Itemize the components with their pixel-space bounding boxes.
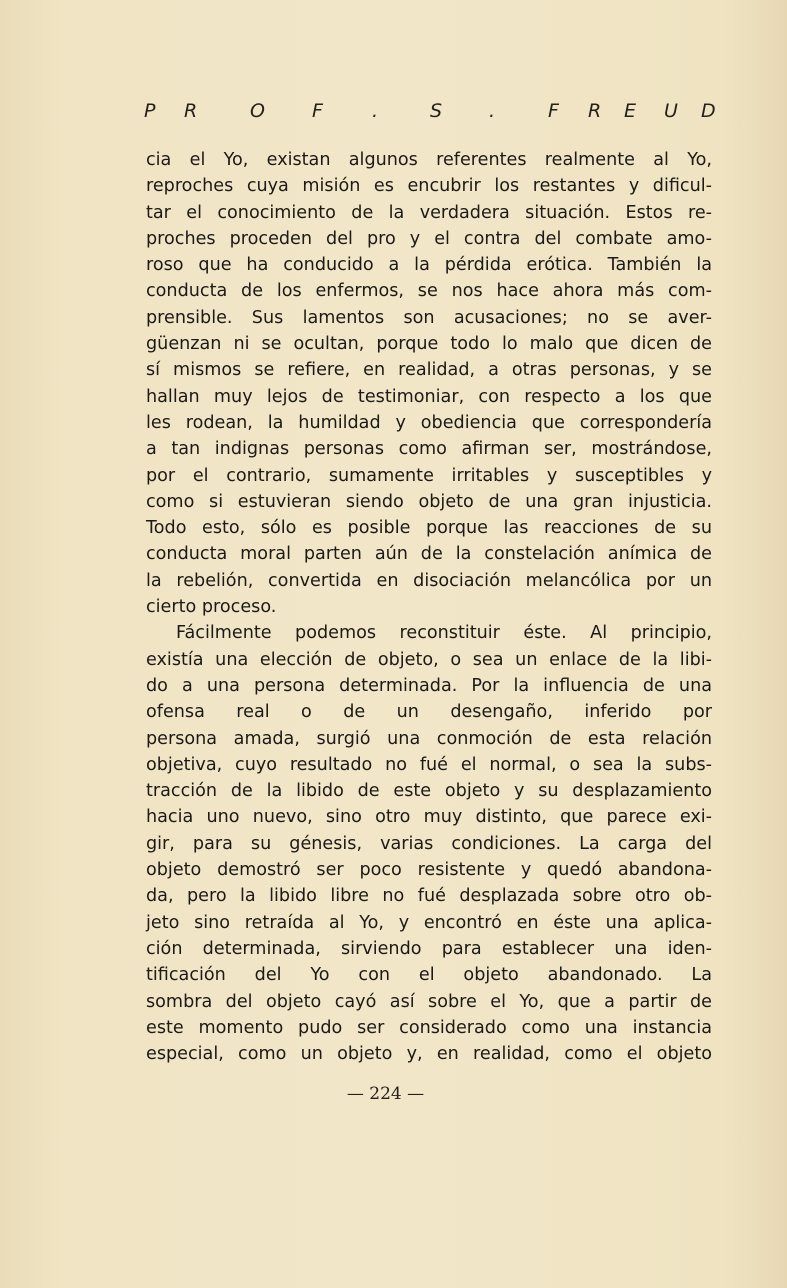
text-line: ción determinada, sirviendo para establecer una iden- <box>146 938 712 959</box>
running-head-letter: O <box>250 100 267 122</box>
running-head-letter: . <box>489 100 498 122</box>
running-head-letter: S <box>430 100 445 122</box>
text-line: da, pero la libido libre no fué desplazada sobre otro ob- <box>146 886 712 907</box>
text-line: Todo esto, sólo es posible porque las reacciones de su <box>146 518 712 539</box>
text-line: cia el Yo, existan algunos referentes realmente al Yo, <box>146 150 712 170</box>
text-line: do a una persona determinada. Por la influencia de una <box>146 675 712 696</box>
text-line: la rebelión, convertida en disociación melancólica por un <box>146 570 712 591</box>
text-line: hallan muy lejos de testimoniar, con respecto a los que <box>146 386 712 407</box>
text-line: tificación del Yo con el objeto abandonado. La <box>146 965 712 986</box>
text-line: por el contrario, sumamente irritables y susceptibles y <box>146 465 712 486</box>
body-text <box>146 147 712 1067</box>
text-line: este momento pudo ser considerado como una instancia <box>146 1017 712 1038</box>
text-line: hacia uno nuevo, sino otro muy distinto, que parece exi- <box>146 807 712 828</box>
text-line: reproches cuya misión es encubrir los restantes y dificul- <box>146 176 712 197</box>
text-line: persona amada, surgió una conmoción de esta relación <box>146 728 712 749</box>
running-head-letter: R <box>588 100 604 122</box>
text-line: tar el conocimiento de la verdadera situación. Estos re- <box>146 202 712 223</box>
text-line: roso que ha conducido a la pérdida erótica. También la <box>146 255 712 276</box>
page-number: — 224 — <box>346 1084 425 1104</box>
running-head-letter: . <box>372 100 381 122</box>
text-line: objetiva, cuyo resultado no fué el normal, o sea la subs- <box>146 754 712 775</box>
running-head-letter: P <box>144 100 158 122</box>
text-line: a tan indignas personas como afirman ser, mostrándose, <box>146 439 712 460</box>
text-line: proches proceden del pro y el contra del combate amo- <box>146 228 712 249</box>
text-line: especial, como un objeto y, en realidad, como el objeto <box>146 1044 712 1065</box>
text-line: güenzan ni se ocultan, porque todo lo malo que dicen de <box>146 334 712 355</box>
text-line: cierto proceso. <box>146 597 277 618</box>
text-line: tracción de la libido de este objeto y su desplazamiento <box>146 781 712 802</box>
text-line: les rodean, la humildad y obediencia que correspondería <box>146 412 712 433</box>
text-line: jeto sino retraída al Yo, y encontró en éste una aplica- <box>146 912 712 933</box>
running-head-letter: E <box>624 100 639 122</box>
running-head-letter: R <box>184 100 200 122</box>
running-head-letter: F <box>312 100 325 122</box>
text-line: Fácilmente podemos reconstituir éste. Al principio, <box>176 623 712 644</box>
text-line: conducta de los enfermos, se nos hace ahora más com- <box>146 281 712 302</box>
text-line: prensible. Sus lamentos son acusaciones; no se aver- <box>146 307 712 328</box>
text-line: objeto demostró ser poco resistente y quedó abandona- <box>146 860 712 881</box>
running-head-letter: U <box>664 100 680 122</box>
text-line: como si estuvieran siendo objeto de una gran injusticia. <box>146 491 712 512</box>
text-line: existía una elección de objeto, o sea un enlace de la libi- <box>146 649 712 670</box>
text-line: gir, para su génesis, varias condiciones. La carga del <box>146 833 712 854</box>
text-line: sombra del objeto cayó así sobre el Yo, que a partir de <box>146 991 712 1012</box>
running-head-letter: D <box>701 100 718 122</box>
text-line: sí mismos se refiere, en realidad, a otras personas, y se <box>146 360 712 381</box>
text-line: conducta moral parten aún de la constelación anímica de <box>146 544 712 565</box>
running-head-letter: F <box>548 100 561 122</box>
text-line: ofensa real o de un desengaño, inferido por <box>146 702 712 723</box>
